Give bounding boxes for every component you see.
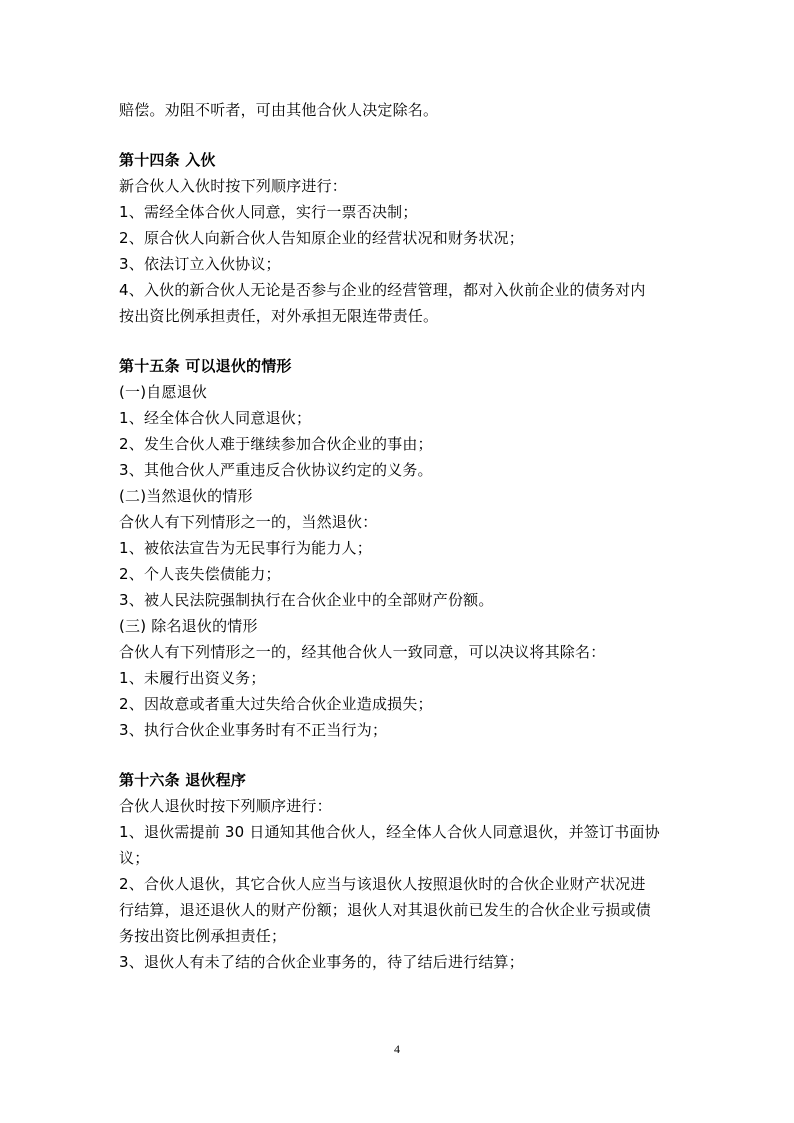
paragraph-line: 3、退伙人有未了结的合伙企业事务的，待了结后进行结算； bbox=[119, 953, 524, 971]
paragraph-line: 1、需经全体合伙人同意，实行一票否决制； bbox=[119, 203, 418, 221]
section-gap bbox=[119, 743, 684, 767]
paragraph-line: 合伙人有下列情形之一的，当然退伙： bbox=[119, 513, 378, 531]
paragraph-line: 1、未履行出资义务； bbox=[119, 669, 266, 687]
paragraph-line: 1、被依法宣告为无民事行为能力人； bbox=[119, 539, 372, 557]
paragraph-line: 2、发生合伙人难于继续参加合伙企业的事由； bbox=[119, 435, 433, 453]
paragraph-line: 议； bbox=[119, 849, 150, 867]
paragraph-line: 3、依法订立入伙协议； bbox=[119, 255, 281, 273]
paragraph-line: 2、合伙人退伙，其它合伙人应当与该退伙人按照退伙时的合伙企业财产状况进 bbox=[119, 875, 646, 893]
paragraph-line: 新合伙人入伙时按下列顺序进行： bbox=[119, 177, 348, 195]
document-body bbox=[119, 97, 684, 975]
intro-line: 赔偿。劝阻不听者，可由其他合伙人决定除名。 bbox=[119, 101, 439, 119]
paragraph-line: 2、个人丧失偿债能力； bbox=[119, 565, 281, 583]
paragraph-line: 4、入伙的新合伙人无论是否参与企业的经营管理，都对入伙前企业的债务对内 bbox=[119, 281, 646, 299]
paragraph-line: 3、其他合伙人严重违反合伙协议约定的义务。 bbox=[119, 461, 433, 479]
paragraph-line: 3、执行合伙企业事务时有不正当行为； bbox=[119, 721, 388, 739]
paragraph-line: 务按出资比例承担责任； bbox=[119, 927, 287, 945]
paragraph-line: 合伙人退伙时按下列顺序进行： bbox=[119, 797, 332, 815]
paragraph-line: 1、退伙需提前 30 日通知其他合伙人，经全体人合伙人同意退伙，并签订书面协 bbox=[119, 823, 660, 841]
paragraph-line: (二)当然退伙的情形 bbox=[119, 487, 253, 505]
section-heading-14: 第十四条 入伙 bbox=[119, 151, 216, 169]
paragraph-line: (三) 除名退伙的情形 bbox=[119, 617, 258, 635]
page-number: 4 bbox=[394, 1042, 400, 1056]
section-gap bbox=[119, 123, 684, 147]
paragraph-line: 行结算，退还退伙人的财产份额；退伙人对其退伙前已发生的合伙企业亏损或债 bbox=[119, 901, 652, 919]
section-heading-15: 第十五条 可以退伙的情形 bbox=[119, 357, 292, 375]
section-heading-16: 第十六条 退伙程序 bbox=[119, 771, 247, 789]
paragraph-line: (一)自愿退伙 bbox=[119, 383, 208, 401]
paragraph-line: 合伙人有下列情形之一的，经其他合伙人一致同意，可以决议将其除名： bbox=[119, 643, 606, 661]
paragraph-line: 2、因故意或者重大过失给合伙企业造成损失； bbox=[119, 695, 433, 713]
paragraph-line: 2、原合伙人向新合伙人告知原企业的经营状况和财务状况； bbox=[119, 229, 524, 247]
paragraph-line: 1、经全体合伙人同意退伙； bbox=[119, 409, 312, 427]
section-gap bbox=[119, 329, 684, 353]
paragraph-line: 3、被人民法院强制执行在合伙企业中的全部财产份额。 bbox=[119, 591, 494, 609]
paragraph-line: 按出资比例承担责任，对外承担无限连带责任。 bbox=[119, 307, 439, 325]
